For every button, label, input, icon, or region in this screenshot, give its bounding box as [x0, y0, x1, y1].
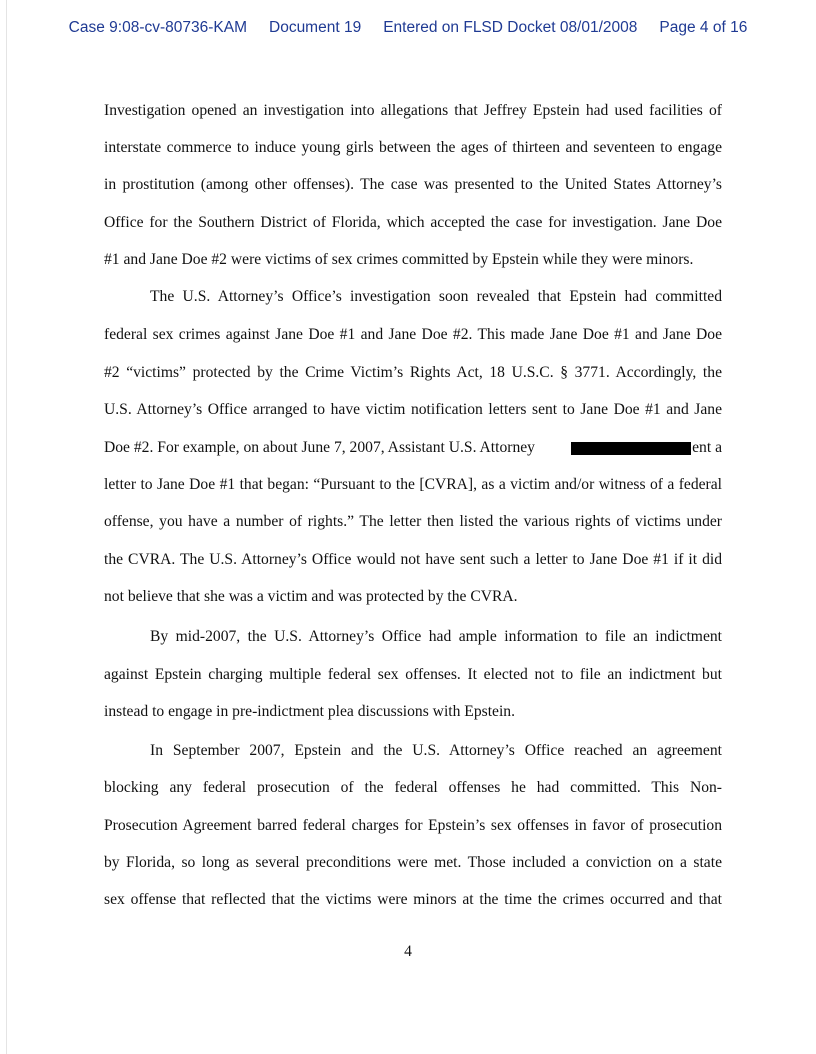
document-number: Document 19 — [269, 19, 362, 36]
text-line: By mid-2007, the U.S. Attorney’s Office had ample information to file an indictment — [150, 628, 722, 645]
text-line: #2 “victims” protected by the Crime Victim’s Rights Act, 18 U.S.C. § 3771. Accordingly, the — [104, 364, 722, 381]
text-line: The U.S. Attorney’s Office’s investigation soon revealed that Epstein had committed — [150, 288, 722, 305]
entered-date: Entered on FLSD Docket 08/01/2008 — [383, 19, 638, 36]
text-line: Prosecution Agreement barred federal charges for Epstein’s sex offenses in favor of prosecution — [104, 817, 722, 834]
text-line: U.S. Attorney’s Office arranged to have victim notification letters sent to Jane Doe #1 and Jane — [104, 401, 722, 418]
page-number: 4 — [404, 943, 412, 960]
page-indicator: Page 4 of 16 — [659, 19, 748, 36]
case-number: Case 9:08-cv-80736-KAM — [68, 19, 247, 36]
text-line: offense, you have a number of rights.” The letter then listed the various rights of victims under — [104, 513, 722, 530]
scan-edge — [0, 0, 7, 1054]
text-line: in prostitution (among other offenses). The case was presented to the United States Attorney’s — [104, 176, 722, 193]
text-line: the CVRA. The U.S. Attorney’s Office would not have sent such a letter to Jane Doe #1 if it did — [104, 551, 722, 568]
redaction-block — [571, 442, 691, 455]
text-line: instead to engage in pre-indictment plea discussions with Epstein. — [104, 703, 515, 720]
text-line-redacted — [104, 438, 722, 458]
docket-header — [0, 19, 816, 37]
text-line: In September 2007, Epstein and the U.S. Attorney’s Office reached an agreement — [150, 742, 722, 759]
text-after-redaction: ent a — [692, 439, 722, 456]
text-line: by Florida, so long as several preconditions were met. Those included a conviction on a state — [104, 854, 722, 871]
text-line: letter to Jane Doe #1 that began: “Pursuant to the [CVRA], as a victim and/or witness of a federal — [104, 476, 722, 493]
text-line: sex offense that reflected that the victims were minors at the time the crimes occurred and that — [104, 891, 722, 908]
text-line: #1 and Jane Doe #2 were victims of sex crimes committed by Epstein while they were minors. — [104, 251, 694, 268]
text-line: federal sex crimes against Jane Doe #1 and Jane Doe #2. This made Jane Doe #1 and Jane Doe — [104, 326, 722, 343]
text-line: blocking any federal prosecution of the federal offenses he had committed. This Non- — [104, 779, 722, 796]
text-line: Investigation opened an investigation into allegations that Jeffrey Epstein had used facilities of — [104, 102, 722, 119]
text-line: interstate commerce to induce young girls between the ages of thirteen and seventeen to engage — [104, 139, 722, 156]
text-line: Office for the Southern District of Florida, which accepted the case for investigation. Jane Doe — [104, 214, 722, 231]
text-line: not believe that she was a victim and was protected by the CVRA. — [104, 588, 518, 605]
text-before-redaction: Doe #2. For example, on about June 7, 2007, Assistant U.S. Attorney — [104, 439, 535, 456]
text-line: against Epstein charging multiple federal sex offenses. It elected not to file an indictment but — [104, 666, 722, 683]
